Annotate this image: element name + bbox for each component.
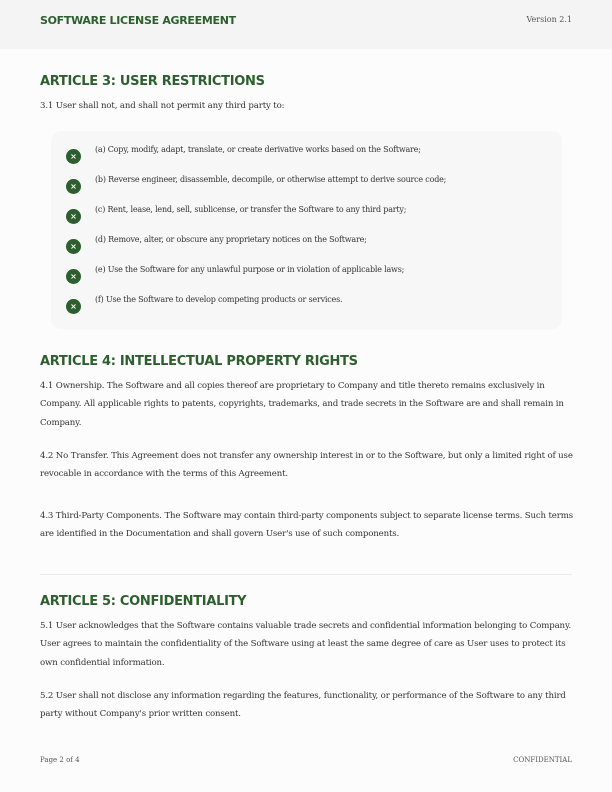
- x-circle-icon: ×: [66, 149, 81, 164]
- restriction-text: (b) Reverse engineer, disassemble, decompile, or otherwise attempt to derive source code;: [95, 175, 447, 184]
- article-5-1-acknowledgement: 5.1 User acknowledges that the Software contains valuable trade secrets and confidential information belonging to Company. User agrees to maintain the confidentiality of the Software using at least the same degree of care as User uses to protect its own confidential information.: [40, 621, 572, 668]
- restriction-item-d: [51, 235, 562, 255]
- x-circle-icon: ×: [66, 299, 81, 314]
- article-3-intro: 3.1 User shall not, and shall not permit any third party to:: [40, 101, 285, 111]
- article-5-title: ARTICLE 5: CONFIDENTIALITY: [40, 594, 247, 609]
- restriction-item-c: [51, 205, 562, 225]
- x-circle-icon: ×: [66, 209, 81, 224]
- x-circle-icon: ×: [66, 239, 81, 254]
- article-4-title: ARTICLE 4: INTELLECTUAL PROPERTY RIGHTS: [40, 354, 358, 369]
- document-title: SOFTWARE LICENSE AGREEMENT: [40, 14, 236, 27]
- restriction-text: (d) Remove, alter, or obscure any proprietary notices on the Software;: [95, 235, 367, 244]
- page-number: Page 2 of 4: [40, 756, 80, 764]
- version-label: Version 2.1: [526, 15, 572, 24]
- confidential-label: CONFIDENTIAL: [513, 756, 572, 764]
- restriction-text: (f) Use the Software to develop competing products or services.: [95, 295, 343, 304]
- restriction-item-e: [51, 265, 562, 285]
- article-4-2-no-transfer: 4.2 No Transfer. This Agreement does not transfer any ownership interest in or to the Software, but only a limited right of use revocable in accordance with the terms of this Agreement.: [40, 451, 573, 480]
- article-5-2-nondisclosure: 5.2 User shall not disclose any information regarding the features, functionality, or performance of the Software to any third party without Company's prior written consent.: [40, 691, 566, 720]
- article-3-title: ARTICLE 3: USER RESTRICTIONS: [40, 74, 265, 89]
- x-circle-icon: ×: [66, 179, 81, 194]
- restriction-item-f: [51, 295, 562, 315]
- restriction-item-a: [51, 145, 562, 165]
- restriction-text: (a) Copy, modify, adapt, translate, or create derivative works based on the Software;: [95, 145, 421, 154]
- restrictions-list: [51, 131, 562, 329]
- restriction-text: (c) Rent, lease, lend, sell, sublicense, or transfer the Software to any third party;: [95, 205, 407, 214]
- section-divider: [40, 574, 572, 575]
- article-4-3-third-party: 4.3 Third-Party Components. The Software may contain third-party components subject to separate license terms. Such terms are identified in the Documentation and shall govern User's use of such components.: [40, 511, 573, 540]
- x-circle-icon: ×: [66, 269, 81, 284]
- document-header: [0, 0, 612, 49]
- article-4-1-ownership: 4.1 Ownership. The Software and all copies thereof are proprietary to Company and title thereto remains exclusively in Company. All applicable rights to patents, copyrights, trademarks, and trade secrets in the Software are and shall remain in Company.: [40, 381, 564, 428]
- restriction-text: (e) Use the Software for any unlawful purpose or in violation of applicable laws;: [95, 265, 405, 274]
- restriction-item-b: [51, 175, 562, 195]
